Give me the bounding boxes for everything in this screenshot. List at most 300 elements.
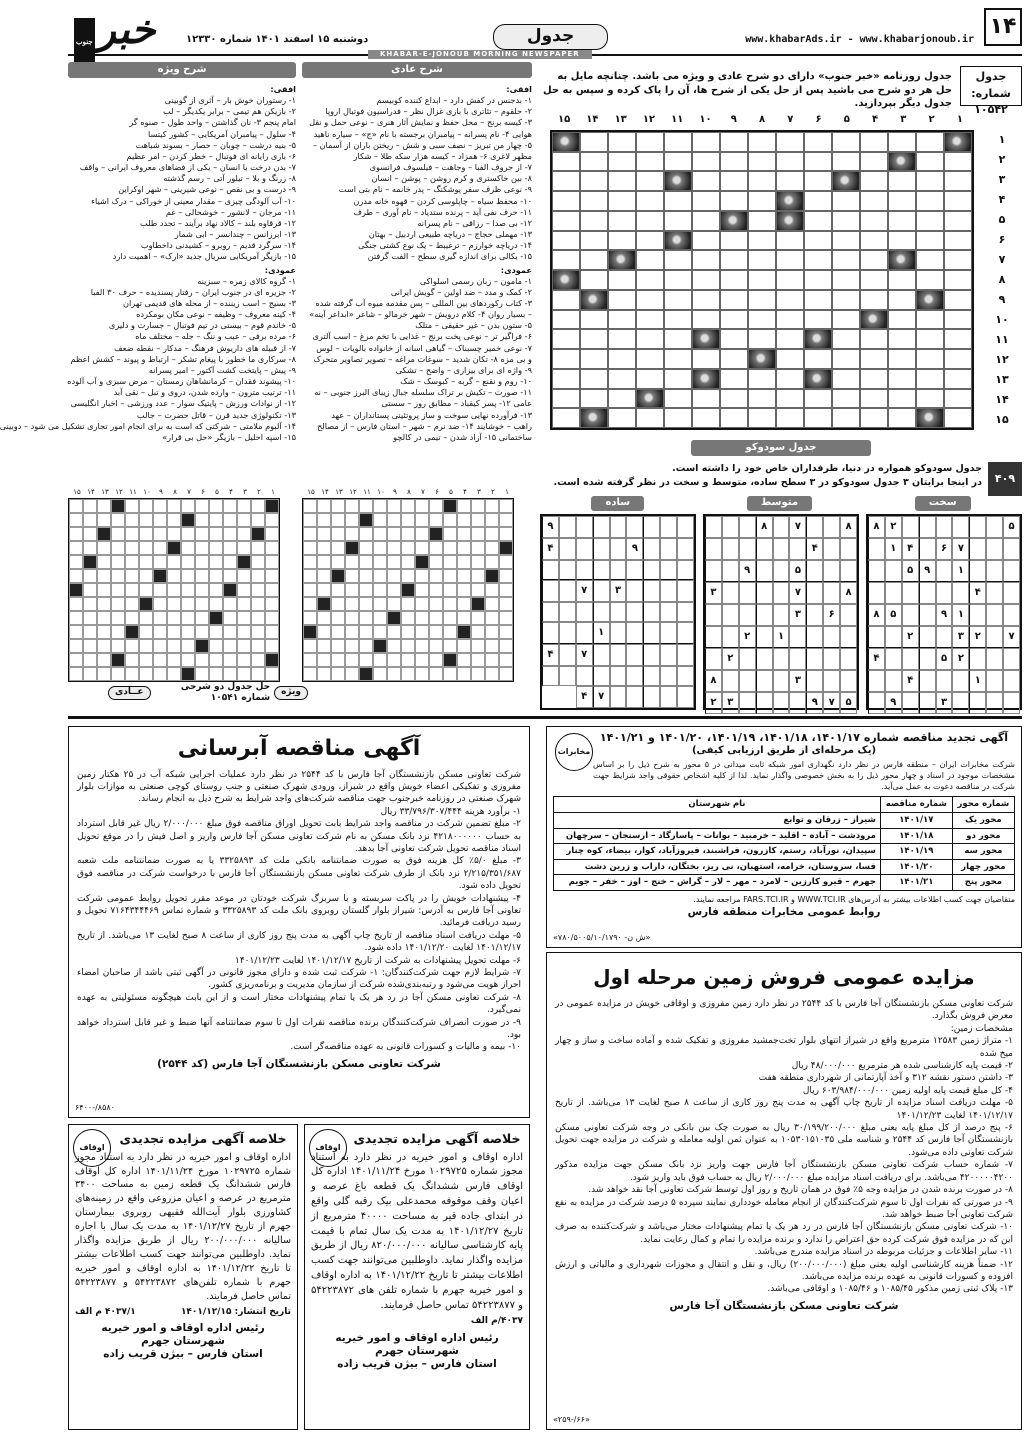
- sudoku-cell[interactable]: [952, 582, 969, 604]
- sudoku-cell[interactable]: [986, 670, 1003, 692]
- crossword-cell[interactable]: [636, 191, 664, 211]
- crossword-cell[interactable]: [832, 152, 860, 172]
- sudoku-cell[interactable]: [660, 580, 677, 602]
- crossword-cell[interactable]: [636, 349, 664, 369]
- crossword-cell[interactable]: [944, 171, 972, 191]
- crossword-cell[interactable]: [860, 290, 888, 310]
- sudoku-cell[interactable]: [559, 602, 576, 622]
- crossword-cell[interactable]: [636, 250, 664, 270]
- sudoku-cell[interactable]: [868, 626, 885, 648]
- sudoku-cell[interactable]: [677, 538, 694, 560]
- sudoku-cell[interactable]: [952, 670, 969, 692]
- sudoku-cell[interactable]: [542, 666, 559, 686]
- crossword-cell[interactable]: [720, 310, 748, 330]
- crossword-cell[interactable]: [804, 152, 832, 172]
- crossword-cell[interactable]: [552, 250, 580, 270]
- sudoku-cell[interactable]: [840, 670, 857, 692]
- crossword-cell[interactable]: [720, 329, 748, 349]
- crossword-cell[interactable]: [720, 152, 748, 172]
- sudoku-cell[interactable]: [1003, 692, 1020, 714]
- crossword-cell[interactable]: [720, 270, 748, 290]
- crossword-cell[interactable]: [776, 152, 804, 172]
- crossword-cell[interactable]: [608, 389, 636, 409]
- crossword-cell[interactable]: [552, 310, 580, 330]
- sudoku-cell[interactable]: [969, 648, 986, 670]
- sudoku-cell[interactable]: [677, 602, 694, 622]
- crossword-cell[interactable]: [608, 152, 636, 172]
- crossword-cell[interactable]: [608, 171, 636, 191]
- sudoku-cell[interactable]: [559, 580, 576, 602]
- sudoku-cell[interactable]: [677, 560, 694, 580]
- sudoku-cell[interactable]: [722, 626, 739, 648]
- crossword-cell[interactable]: [608, 211, 636, 231]
- crossword-cell[interactable]: [692, 408, 720, 428]
- crossword-cell[interactable]: [748, 408, 776, 428]
- crossword-cell[interactable]: [804, 290, 832, 310]
- sudoku-cell[interactable]: [643, 602, 660, 622]
- sudoku-cell[interactable]: [626, 580, 643, 602]
- crossword-cell[interactable]: [552, 408, 580, 428]
- sudoku-cell[interactable]: [643, 516, 660, 538]
- sudoku-cell[interactable]: [722, 538, 739, 560]
- crossword-cell[interactable]: [720, 290, 748, 310]
- sudoku-cell[interactable]: [969, 604, 986, 626]
- sudoku-cell[interactable]: [626, 686, 643, 708]
- sudoku-cell[interactable]: [610, 666, 627, 686]
- crossword-cell[interactable]: [804, 132, 832, 152]
- sudoku-cell[interactable]: [936, 516, 953, 538]
- crossword-cell[interactable]: [776, 132, 804, 152]
- crossword-cell[interactable]: [664, 152, 692, 172]
- crossword-cell[interactable]: [608, 191, 636, 211]
- sudoku-cell[interactable]: [756, 692, 773, 714]
- sudoku-cell[interactable]: [542, 580, 559, 602]
- crossword-cell[interactable]: [804, 211, 832, 231]
- sudoku-cell[interactable]: [722, 670, 739, 692]
- crossword-cell[interactable]: [692, 191, 720, 211]
- crossword-cell[interactable]: [580, 250, 608, 270]
- crossword-cell[interactable]: [860, 132, 888, 152]
- sudoku-cell[interactable]: [593, 666, 610, 686]
- crossword-cell[interactable]: [832, 349, 860, 369]
- sudoku-cell[interactable]: [806, 670, 823, 692]
- sudoku-cell[interactable]: [705, 626, 722, 648]
- sudoku-cell[interactable]: [773, 648, 790, 670]
- sudoku-cell[interactable]: [919, 626, 936, 648]
- crossword-cell[interactable]: [804, 250, 832, 270]
- crossword-cell[interactable]: [776, 389, 804, 409]
- crossword-cell[interactable]: [664, 191, 692, 211]
- crossword-cell[interactable]: [664, 389, 692, 409]
- crossword-cell[interactable]: [692, 250, 720, 270]
- crossword-cell[interactable]: [944, 152, 972, 172]
- crossword-cell[interactable]: [776, 329, 804, 349]
- sudoku-cell[interactable]: [868, 670, 885, 692]
- sudoku-cell[interactable]: [936, 560, 953, 582]
- sudoku-cell[interactable]: [868, 560, 885, 582]
- sudoku-cell[interactable]: [677, 644, 694, 666]
- crossword-cell[interactable]: [692, 310, 720, 330]
- sudoku-cell[interactable]: [885, 582, 902, 604]
- crossword-cell[interactable]: [692, 171, 720, 191]
- sudoku-cell[interactable]: [868, 582, 885, 604]
- sudoku-cell[interactable]: [660, 644, 677, 666]
- sudoku-cell[interactable]: [722, 516, 739, 538]
- crossword-cell[interactable]: [664, 349, 692, 369]
- sudoku-cell[interactable]: [739, 648, 756, 670]
- crossword-cell[interactable]: [580, 171, 608, 191]
- sudoku-cell[interactable]: [610, 538, 627, 560]
- crossword-cell[interactable]: [832, 408, 860, 428]
- crossword-cell[interactable]: [636, 152, 664, 172]
- sudoku-cell[interactable]: [559, 538, 576, 560]
- sudoku-cell[interactable]: [986, 516, 1003, 538]
- sudoku-cell[interactable]: [885, 648, 902, 670]
- sudoku-cell[interactable]: [902, 692, 919, 714]
- sudoku-cell[interactable]: [593, 560, 610, 580]
- sudoku-cell[interactable]: [660, 538, 677, 560]
- crossword-cell[interactable]: [580, 349, 608, 369]
- crossword-cell[interactable]: [944, 191, 972, 211]
- crossword-cell[interactable]: [944, 211, 972, 231]
- sudoku-cell[interactable]: [660, 666, 677, 686]
- sudoku-cell[interactable]: [919, 648, 936, 670]
- crossword-cell[interactable]: [832, 270, 860, 290]
- sudoku-cell[interactable]: [576, 538, 593, 560]
- sudoku-cell[interactable]: [739, 582, 756, 604]
- sudoku-cell[interactable]: [705, 560, 722, 582]
- crossword-cell[interactable]: [636, 171, 664, 191]
- sudoku-cell[interactable]: [756, 670, 773, 692]
- crossword-cell[interactable]: [888, 408, 916, 428]
- sudoku-cell[interactable]: [919, 604, 936, 626]
- sudoku-cell[interactable]: [986, 692, 1003, 714]
- sudoku-cell[interactable]: [610, 622, 627, 644]
- crossword-cell[interactable]: [720, 171, 748, 191]
- sudoku-cell[interactable]: [739, 538, 756, 560]
- crossword-cell[interactable]: [664, 408, 692, 428]
- sudoku-cell[interactable]: [677, 580, 694, 602]
- sudoku-cell[interactable]: [722, 560, 739, 582]
- sudoku-cell[interactable]: [1003, 538, 1020, 560]
- crossword-cell[interactable]: [944, 270, 972, 290]
- sudoku-cell[interactable]: [542, 622, 559, 644]
- sudoku-cell[interactable]: [610, 516, 627, 538]
- sudoku-cell[interactable]: [756, 582, 773, 604]
- crossword-cell[interactable]: [944, 250, 972, 270]
- sudoku-cell[interactable]: [868, 692, 885, 714]
- sudoku-cell[interactable]: [576, 622, 593, 644]
- sudoku-cell[interactable]: [789, 648, 806, 670]
- sudoku-cell[interactable]: [902, 648, 919, 670]
- sudoku-cell[interactable]: [936, 582, 953, 604]
- crossword-cell[interactable]: [552, 349, 580, 369]
- sudoku-cell[interactable]: [1003, 560, 1020, 582]
- crossword-cell[interactable]: [720, 349, 748, 369]
- sudoku-cell[interactable]: [559, 644, 576, 666]
- crossword-cell[interactable]: [748, 270, 776, 290]
- crossword-cell[interactable]: [552, 369, 580, 389]
- crossword-cell[interactable]: [916, 211, 944, 231]
- sudoku-cell[interactable]: [986, 604, 1003, 626]
- crossword-cell[interactable]: [888, 290, 916, 310]
- sudoku-cell[interactable]: [705, 516, 722, 538]
- sudoku-cell[interactable]: [722, 604, 739, 626]
- crossword-cell[interactable]: [664, 270, 692, 290]
- crossword-cell[interactable]: [748, 310, 776, 330]
- sudoku-cell[interactable]: [576, 516, 593, 538]
- crossword-cell[interactable]: [832, 329, 860, 349]
- sudoku-cell[interactable]: [559, 622, 576, 644]
- crossword-cell[interactable]: [944, 408, 972, 428]
- sudoku-cell[interactable]: [773, 560, 790, 582]
- sudoku-grid-hard[interactable]: [866, 514, 1022, 710]
- crossword-cell[interactable]: [804, 389, 832, 409]
- sudoku-cell[interactable]: [722, 582, 739, 604]
- crossword-cell[interactable]: [860, 191, 888, 211]
- crossword-cell[interactable]: [916, 132, 944, 152]
- sudoku-cell[interactable]: [806, 648, 823, 670]
- sudoku-cell[interactable]: [576, 666, 593, 686]
- crossword-cell[interactable]: [664, 290, 692, 310]
- crossword-cell[interactable]: [636, 290, 664, 310]
- sudoku-cell[interactable]: [1003, 582, 1020, 604]
- sudoku-cell[interactable]: [643, 560, 660, 580]
- crossword-cell[interactable]: [944, 290, 972, 310]
- sudoku-cell[interactable]: [542, 602, 559, 622]
- sudoku-cell[interactable]: [626, 622, 643, 644]
- crossword-cell[interactable]: [720, 369, 748, 389]
- sudoku-cell[interactable]: [823, 670, 840, 692]
- crossword-cell[interactable]: [552, 231, 580, 251]
- sudoku-cell[interactable]: [660, 602, 677, 622]
- sudoku-cell[interactable]: [593, 602, 610, 622]
- crossword-cell[interactable]: [832, 191, 860, 211]
- crossword-cell[interactable]: [888, 389, 916, 409]
- sudoku-cell[interactable]: [969, 516, 986, 538]
- sudoku-cell[interactable]: [986, 582, 1003, 604]
- crossword-cell[interactable]: [916, 349, 944, 369]
- crossword-cell[interactable]: [608, 231, 636, 251]
- crossword-cell[interactable]: [748, 250, 776, 270]
- sudoku-cell[interactable]: [677, 666, 694, 686]
- crossword-cell[interactable]: [636, 132, 664, 152]
- crossword-cell[interactable]: [692, 349, 720, 369]
- sudoku-cell[interactable]: [823, 560, 840, 582]
- crossword-cell[interactable]: [552, 171, 580, 191]
- sudoku-cell[interactable]: [840, 648, 857, 670]
- crossword-cell[interactable]: [720, 132, 748, 152]
- crossword-cell[interactable]: [580, 191, 608, 211]
- sudoku-cell[interactable]: [1003, 604, 1020, 626]
- crossword-cell[interactable]: [720, 389, 748, 409]
- crossword-cell[interactable]: [832, 389, 860, 409]
- sudoku-cell[interactable]: [773, 604, 790, 626]
- crossword-cell[interactable]: [552, 191, 580, 211]
- crossword-cell[interactable]: [608, 290, 636, 310]
- sudoku-cell[interactable]: [576, 560, 593, 580]
- sudoku-cell[interactable]: [885, 670, 902, 692]
- crossword-cell[interactable]: [692, 231, 720, 251]
- sudoku-cell[interactable]: [969, 692, 986, 714]
- crossword-cell[interactable]: [804, 310, 832, 330]
- crossword-cell[interactable]: [860, 250, 888, 270]
- crossword-cell[interactable]: [832, 132, 860, 152]
- crossword-cell[interactable]: [580, 389, 608, 409]
- crossword-cell[interactable]: [776, 270, 804, 290]
- sudoku-cell[interactable]: [986, 560, 1003, 582]
- crossword-cell[interactable]: [720, 191, 748, 211]
- sudoku-cell[interactable]: [739, 604, 756, 626]
- crossword-cell[interactable]: [832, 369, 860, 389]
- sudoku-cell[interactable]: [823, 516, 840, 538]
- sudoku-cell[interactable]: [823, 538, 840, 560]
- crossword-cell[interactable]: [608, 369, 636, 389]
- sudoku-cell[interactable]: [660, 686, 677, 708]
- sudoku-cell[interactable]: [806, 582, 823, 604]
- crossword-cell[interactable]: [832, 290, 860, 310]
- crossword-cell[interactable]: [888, 211, 916, 231]
- sudoku-cell[interactable]: [936, 626, 953, 648]
- crossword-cell[interactable]: [580, 132, 608, 152]
- sudoku-cell[interactable]: [969, 560, 986, 582]
- crossword-cell[interactable]: [888, 349, 916, 369]
- sudoku-cell[interactable]: [593, 538, 610, 560]
- sudoku-cell[interactable]: [1003, 648, 1020, 670]
- sudoku-cell[interactable]: [919, 670, 936, 692]
- crossword-cell[interactable]: [776, 171, 804, 191]
- crossword-cell[interactable]: [720, 408, 748, 428]
- crossword-cell[interactable]: [664, 369, 692, 389]
- crossword-cell[interactable]: [916, 250, 944, 270]
- crossword-cell[interactable]: [748, 132, 776, 152]
- crossword-cell[interactable]: [860, 211, 888, 231]
- crossword-cell[interactable]: [860, 231, 888, 251]
- sudoku-cell[interactable]: [677, 516, 694, 538]
- crossword-cell[interactable]: [860, 152, 888, 172]
- crossword-cell[interactable]: [860, 270, 888, 290]
- crossword-cell[interactable]: [664, 211, 692, 231]
- crossword-cell[interactable]: [776, 290, 804, 310]
- sudoku-cell[interactable]: [902, 604, 919, 626]
- sudoku-grid-easy[interactable]: [540, 514, 696, 710]
- crossword-cell[interactable]: [748, 171, 776, 191]
- crossword-cell[interactable]: [776, 310, 804, 330]
- sudoku-cell[interactable]: [986, 648, 1003, 670]
- sudoku-cell[interactable]: [885, 626, 902, 648]
- crossword-cell[interactable]: [636, 270, 664, 290]
- sudoku-cell[interactable]: [626, 560, 643, 580]
- sudoku-cell[interactable]: [739, 692, 756, 714]
- sudoku-cell[interactable]: [823, 648, 840, 670]
- crossword-cell[interactable]: [664, 310, 692, 330]
- sudoku-cell[interactable]: [789, 538, 806, 560]
- sudoku-cell[interactable]: [902, 582, 919, 604]
- sudoku-cell[interactable]: [739, 670, 756, 692]
- sudoku-cell[interactable]: [936, 670, 953, 692]
- sudoku-cell[interactable]: [559, 666, 576, 686]
- sudoku-cell[interactable]: [840, 560, 857, 582]
- crossword-cell[interactable]: [916, 231, 944, 251]
- crossword-cell[interactable]: [608, 408, 636, 428]
- crossword-cell[interactable]: [776, 231, 804, 251]
- crossword-cell[interactable]: [888, 191, 916, 211]
- crossword-cell[interactable]: [608, 349, 636, 369]
- sudoku-cell[interactable]: [773, 692, 790, 714]
- crossword-cell[interactable]: [748, 389, 776, 409]
- crossword-cell[interactable]: [552, 152, 580, 172]
- sudoku-cell[interactable]: [868, 538, 885, 560]
- sudoku-cell[interactable]: [986, 538, 1003, 560]
- sudoku-cell[interactable]: [806, 516, 823, 538]
- crossword-cell[interactable]: [888, 369, 916, 389]
- sudoku-cell[interactable]: [840, 538, 857, 560]
- crossword-cell[interactable]: [944, 310, 972, 330]
- sudoku-cell[interactable]: [559, 516, 576, 538]
- sudoku-cell[interactable]: [643, 538, 660, 560]
- crossword-cell[interactable]: [916, 329, 944, 349]
- sudoku-cell[interactable]: [919, 516, 936, 538]
- crossword-cell[interactable]: [580, 152, 608, 172]
- crossword-cell[interactable]: [804, 171, 832, 191]
- crossword-cell[interactable]: [664, 329, 692, 349]
- crossword-cell[interactable]: [804, 408, 832, 428]
- sudoku-cell[interactable]: [610, 686, 627, 708]
- crossword-cell[interactable]: [776, 369, 804, 389]
- crossword-cell[interactable]: [944, 329, 972, 349]
- sudoku-cell[interactable]: [643, 580, 660, 602]
- crossword-cell[interactable]: [804, 191, 832, 211]
- sudoku-cell[interactable]: [885, 560, 902, 582]
- sudoku-cell[interactable]: [840, 604, 857, 626]
- crossword-cell[interactable]: [916, 369, 944, 389]
- sudoku-cell[interactable]: [919, 582, 936, 604]
- sudoku-cell[interactable]: [756, 604, 773, 626]
- crossword-cell[interactable]: [916, 310, 944, 330]
- sudoku-cell[interactable]: [823, 626, 840, 648]
- sudoku-cell[interactable]: [705, 538, 722, 560]
- sudoku-cell[interactable]: [806, 560, 823, 582]
- crossword-cell[interactable]: [664, 132, 692, 152]
- crossword-cell[interactable]: [748, 329, 776, 349]
- sudoku-cell[interactable]: [593, 580, 610, 602]
- sudoku-cell[interactable]: [756, 538, 773, 560]
- sudoku-cell[interactable]: [643, 622, 660, 644]
- crossword-cell[interactable]: [888, 231, 916, 251]
- crossword-cell[interactable]: [832, 250, 860, 270]
- sudoku-cell[interactable]: [902, 516, 919, 538]
- crossword-cell[interactable]: [636, 369, 664, 389]
- crossword-cell[interactable]: [916, 389, 944, 409]
- sudoku-cell[interactable]: [559, 560, 576, 580]
- sudoku-cell[interactable]: [626, 666, 643, 686]
- crossword-cell[interactable]: [748, 191, 776, 211]
- sudoku-cell[interactable]: [952, 516, 969, 538]
- crossword-cell[interactable]: [916, 191, 944, 211]
- sudoku-cell[interactable]: [806, 626, 823, 648]
- crossword-cell[interactable]: [888, 270, 916, 290]
- crossword-cell[interactable]: [748, 152, 776, 172]
- crossword-cell[interactable]: [636, 231, 664, 251]
- crossword-cell[interactable]: [552, 329, 580, 349]
- crossword-cell[interactable]: [944, 389, 972, 409]
- crossword-cell[interactable]: [748, 369, 776, 389]
- sudoku-cell[interactable]: [677, 622, 694, 644]
- crossword-cell[interactable]: [636, 310, 664, 330]
- crossword-cell[interactable]: [552, 389, 580, 409]
- crossword-cell[interactable]: [608, 270, 636, 290]
- crossword-cell[interactable]: [580, 211, 608, 231]
